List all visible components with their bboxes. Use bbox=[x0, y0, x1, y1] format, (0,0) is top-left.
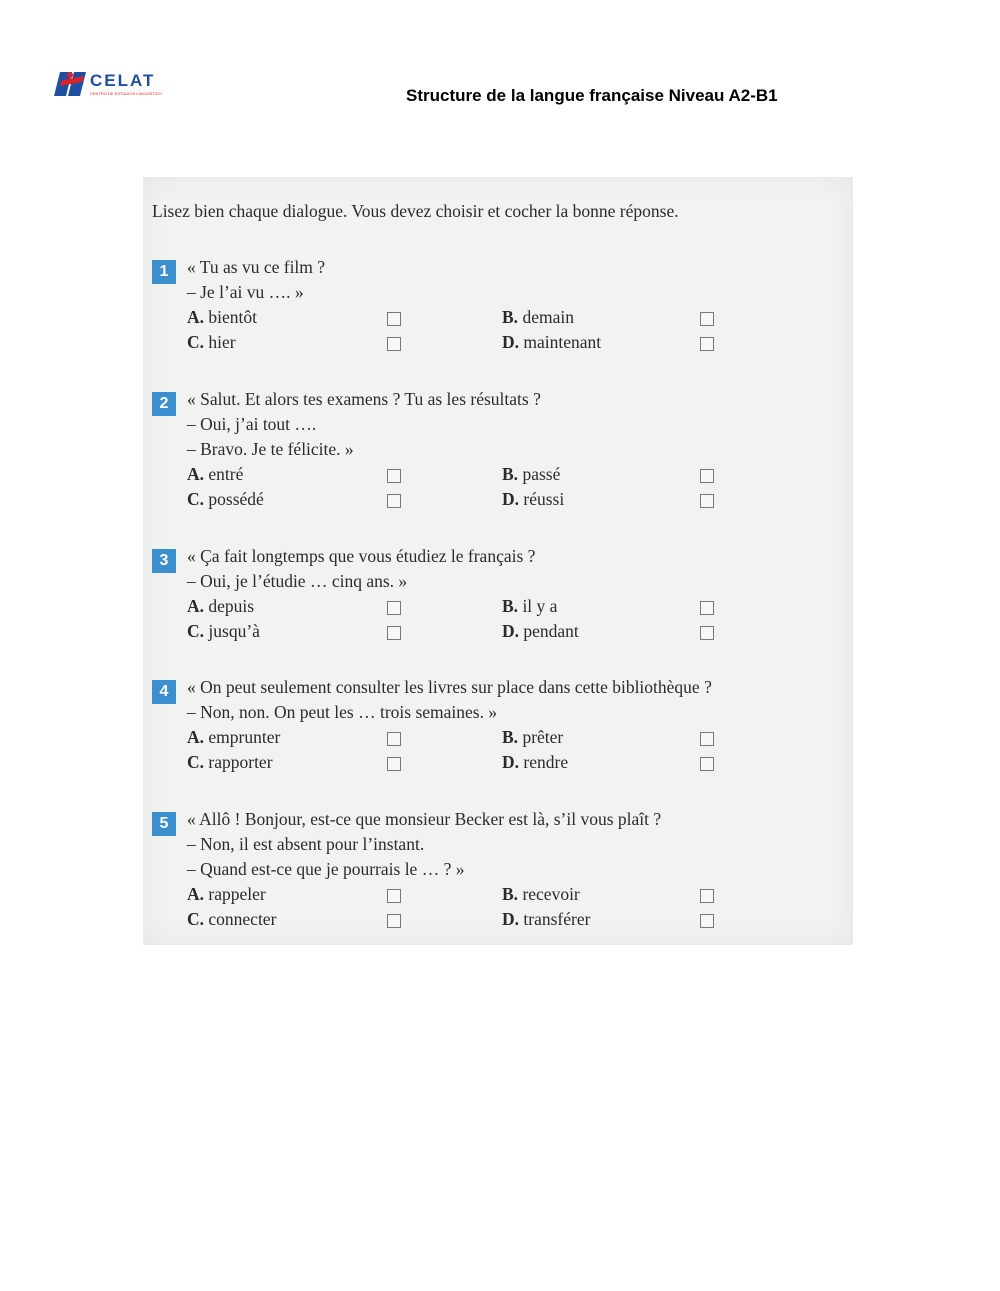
document-title: Structure de la langue française Niveau A2-B1 bbox=[406, 86, 778, 105]
question-number: 2 bbox=[152, 392, 176, 416]
checkbox-c[interactable] bbox=[387, 337, 401, 351]
dialogue-line: – Je l’ai vu …. » bbox=[187, 282, 304, 302]
logo-subtitle: CENTRO DE ESTUDIOS LINGÜÍSTICOS bbox=[90, 91, 162, 96]
checkbox-a[interactable] bbox=[387, 601, 401, 615]
checkbox-c[interactable] bbox=[387, 494, 401, 508]
option-c: C. rapporter bbox=[187, 752, 273, 772]
checkbox-a[interactable] bbox=[387, 889, 401, 903]
option-c: C. hier bbox=[187, 332, 236, 352]
checkbox-b[interactable] bbox=[700, 732, 714, 746]
checkbox-d[interactable] bbox=[700, 914, 714, 928]
option-b: B. prêter bbox=[502, 727, 564, 747]
option-c: C. jusqu’à bbox=[187, 621, 260, 641]
option-b: B. recevoir bbox=[502, 884, 580, 904]
checkbox-a[interactable] bbox=[387, 732, 401, 746]
option-b: B. il y a bbox=[502, 596, 558, 616]
option-a: A. entré bbox=[187, 464, 244, 484]
option-a: A. rappeler bbox=[187, 884, 266, 904]
option-c: C. possédé bbox=[187, 489, 264, 509]
question-number: 4 bbox=[152, 680, 176, 704]
checkbox-c[interactable] bbox=[387, 626, 401, 640]
option-a: A. emprunter bbox=[187, 727, 281, 747]
dialogue-line: « Salut. Et alors tes examens ? Tu as les résultats ? bbox=[187, 389, 541, 409]
option-d: D. transférer bbox=[502, 909, 591, 929]
checkbox-d[interactable] bbox=[700, 337, 714, 351]
dialogue-line: « Tu as vu ce film ? bbox=[187, 257, 326, 277]
celat-logo bbox=[50, 66, 162, 100]
option-d: D. rendre bbox=[502, 752, 569, 772]
checkbox-b[interactable] bbox=[700, 312, 714, 326]
checkbox-a[interactable] bbox=[387, 312, 401, 326]
dialogue-line: – Non, il est absent pour l’instant. bbox=[187, 834, 425, 854]
checkbox-c[interactable] bbox=[387, 914, 401, 928]
dialogue-line: – Quand est-ce que je pourrais le … ? » bbox=[187, 859, 465, 879]
option-d: D. réussi bbox=[502, 489, 565, 509]
dialogue-line: – Bravo. Je te félicite. » bbox=[187, 439, 354, 459]
dialogue-line: – Oui, je l’étudie … cinq ans. » bbox=[187, 571, 408, 591]
checkbox-b[interactable] bbox=[700, 601, 714, 615]
dialogue-line: – Non, non. On peut les … trois semaines. » bbox=[187, 702, 498, 722]
dialogue-line: – Oui, j’ai tout …. bbox=[187, 414, 317, 434]
option-c: C. connecter bbox=[187, 909, 277, 929]
checkbox-d[interactable] bbox=[700, 626, 714, 640]
option-b: B. demain bbox=[502, 307, 574, 327]
dialogue-line: « Allô ! Bonjour, est-ce que monsieur Becker est là, s’il vous plaît ? bbox=[187, 809, 662, 829]
checkbox-b[interactable] bbox=[700, 469, 714, 483]
exercise-scan bbox=[143, 177, 853, 945]
option-a: A. depuis bbox=[187, 596, 255, 616]
option-b: B. passé bbox=[502, 464, 561, 484]
dialogue-line: « On peut seulement consulter les livres sur place dans cette bibliothèque ? bbox=[187, 677, 712, 697]
question-number: 5 bbox=[152, 812, 176, 836]
option-a: A. bientôt bbox=[187, 307, 257, 327]
checkbox-b[interactable] bbox=[700, 889, 714, 903]
checkbox-d[interactable] bbox=[700, 494, 714, 508]
question-number: 1 bbox=[152, 260, 176, 284]
logo-text: CELAT bbox=[90, 71, 156, 90]
checkbox-c[interactable] bbox=[387, 757, 401, 771]
dialogue-line: « Ça fait longtemps que vous étudiez le français ? bbox=[187, 546, 536, 566]
option-d: D. maintenant bbox=[502, 332, 602, 352]
checkbox-a[interactable] bbox=[387, 469, 401, 483]
option-d: D. pendant bbox=[502, 621, 579, 641]
instruction-text: Lisez bien chaque dialogue. Vous devez choisir et cocher la bonne réponse. bbox=[152, 201, 679, 221]
checkbox-d[interactable] bbox=[700, 757, 714, 771]
question-number: 3 bbox=[152, 549, 176, 573]
